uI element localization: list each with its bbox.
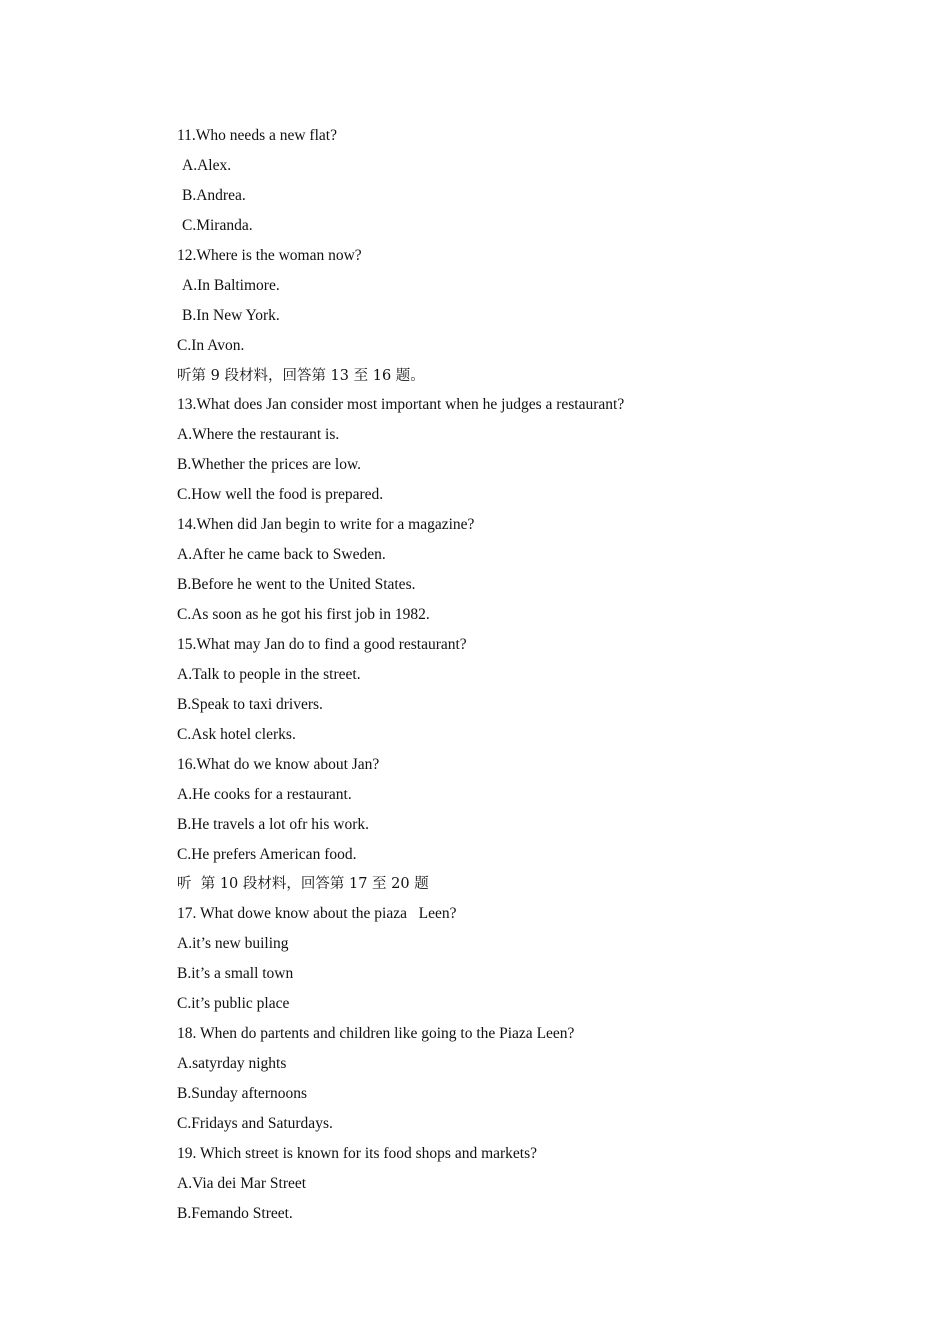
question-text: 14.When did Jan begin to write for a magazine?: [177, 516, 475, 534]
question-text: 18. When do partents and children like going to the Piaza Leen?: [177, 1025, 575, 1043]
question-text: 16.What do we know about Jan?: [177, 755, 380, 773]
answer-option: C.As soon as he got his first job in 1982.: [177, 606, 430, 623]
answer-option: B.Before he went to the United States.: [177, 576, 416, 594]
answer-option: B.Andrea.: [182, 186, 246, 204]
question-text: 19. Which street is known for its food shops and markets?: [177, 1144, 538, 1162]
answer-option: B.Femando Street.: [177, 1204, 293, 1222]
answer-option: A.He cooks for a restaurant.: [177, 785, 352, 803]
answer-option: A.Via dei Mar Street: [177, 1174, 307, 1192]
answer-option: A.satyrday nights: [177, 1055, 287, 1073]
answer-option: C.Ask hotel clerks.: [177, 725, 296, 743]
question-text: 13.What does Jan consider most important when he judges a restaurant?: [177, 396, 625, 414]
question-text: 12.Where is the woman now?: [177, 246, 362, 264]
answer-option: B.Sunday afternoons: [177, 1085, 308, 1102]
answer-option: A.Where the restaurant is.: [177, 426, 340, 444]
answer-option: A.After he came back to Sweden.: [177, 546, 386, 564]
answer-option: A.Alex.: [182, 156, 232, 174]
question-text: 15.What may Jan do to find a good restaurant?: [177, 635, 467, 653]
answer-option: C.it’s public place: [177, 995, 290, 1013]
exam-text: [177, 124, 877, 1232]
answer-option: A.In Baltimore.: [182, 276, 280, 294]
answer-option: B.In New York.: [182, 306, 280, 324]
answer-option: C.He prefers American food.: [177, 845, 357, 863]
answer-option: B.Whether the prices are low.: [177, 456, 362, 474]
section-instruction: 听 第 10 段材料，回答第 17 至 20 题: [177, 876, 429, 893]
question-text: 17. What dowe know about the piaza Leen?: [177, 905, 457, 923]
question-text: 11.Who needs a new flat?: [177, 127, 337, 144]
answer-option: B.He travels a lot ofr his work.: [177, 815, 369, 833]
answer-option: A.it’s new builing: [177, 935, 289, 953]
answer-option: C.In Avon.: [177, 336, 245, 354]
answer-option: B.it’s a small town: [177, 965, 294, 983]
section-instruction: 听第 9 段材料，回答第 13 至 16 题。: [177, 367, 425, 384]
answer-option: C.Fridays and Saturdays.: [177, 1114, 333, 1132]
answer-option: C.Miranda.: [182, 216, 253, 234]
answer-option: B.Speak to taxi drivers.: [177, 695, 323, 713]
answer-option: A.Talk to people in the street.: [177, 665, 361, 683]
answer-option: C.How well the food is prepared.: [177, 486, 384, 504]
